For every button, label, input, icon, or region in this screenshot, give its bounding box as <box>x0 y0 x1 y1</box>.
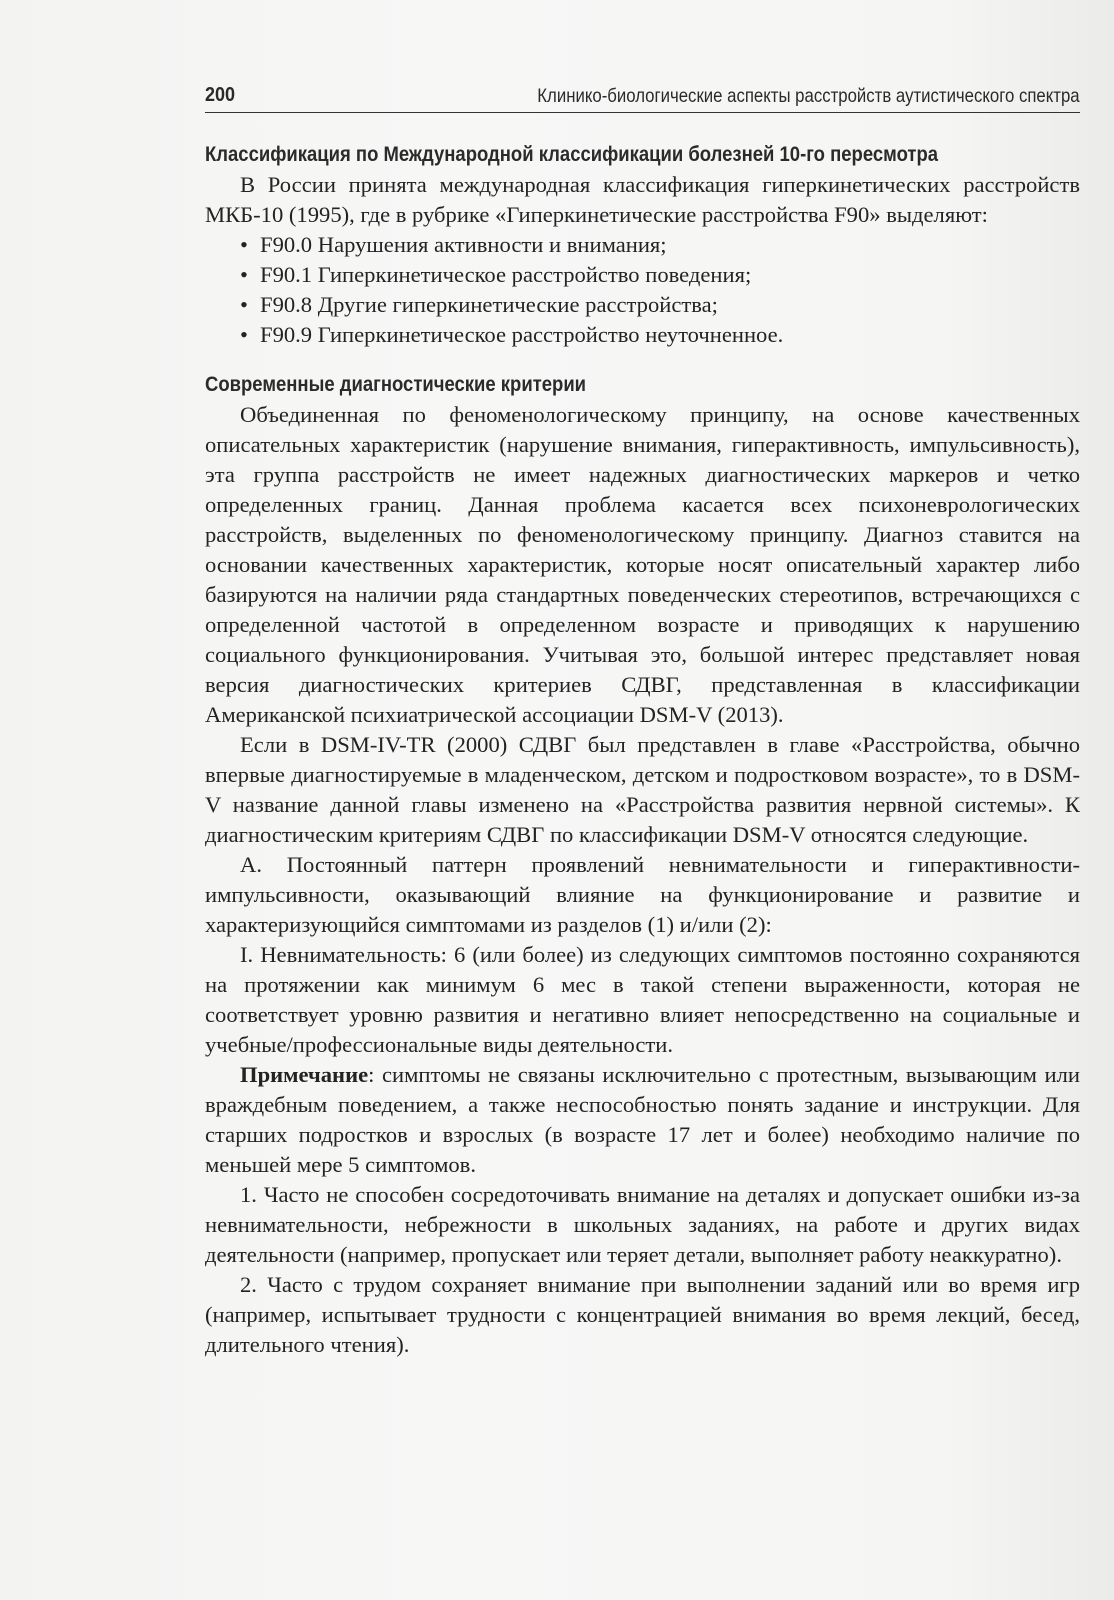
running-title: Клинико-биологические аспекты расстройств аутистического спектра <box>537 85 1080 107</box>
list-item: • F90.1 Гиперкинетическое расстройство поведения; <box>240 260 1080 290</box>
section-heading-diagnostic-criteria: Современные диагностические критерии <box>205 373 587 396</box>
list-item: • F90.9 Гиперкинетическое расстройство неуточненное. <box>240 320 1080 350</box>
paragraph: 2. Часто с трудом сохраняет внимание при выполнении заданий или во время игр (например, испытывает трудности с концентрацией внимания во время лекций, бесед, длительного чтения). <box>205 1272 1080 1357</box>
paragraph: Если в DSM-IV-TR (2000) СДВГ был представлен в главе «Расстройства, обычно впервые диагностируемые в младенческом, детском и подростковом возрасте», то в DSM-V название данной главы изменено на «Расстройства развития нервной системы». К диагностическим критериям СДВГ по классификации DSM-V относятся следующие. <box>205 732 1080 847</box>
note-label: Примечание <box>240 1062 369 1087</box>
paragraph-icd10-intro: В России принята международная классификация гиперкинетических расстройств МКБ-10 (1995), где в рубрике «Гиперкинетические расстройства F90» выделяют: <box>205 172 1080 227</box>
paragraph: I. Невнимательность: 6 (или более) из следующих симптомов постоянно сохраняются на протяжении как минимум 6 мес в такой степени выраженности, которая не соответствует уровню развития и негативно влияет непосредственно на социальные и учебные/профессиональные виды деятельности. <box>205 942 1080 1057</box>
note-text: : симптомы не связаны исключительно с протестным, вызывающим или враждебным поведением, а также неспособностью понять задание и инструкции. Для старших подростков и взрослых (в возрасте 17 лет и более) необходимо наличие по меньшей мере 5 симптомов. <box>205 1062 1080 1177</box>
page-body <box>205 140 1080 1360</box>
note-paragraph <box>205 1060 1080 1180</box>
paragraph: 1. Часто не способен сосредоточивать внимание на деталях и допускает ошибки из-за невнимательности, небрежности в школьных заданиях, на работе и других видах деятельности (например, пропускает или теряет детали, выполняет работу неаккуратно). <box>205 1182 1080 1267</box>
icd10-code-list <box>205 230 1080 350</box>
paragraph: А. Постоянный паттерн проявлений невнимательности и гиперактивности-импульсивности, оказывающий влияние на функционирование и развитие и характеризующийся симптомами из разделов (1) и/или (2): <box>205 852 1080 937</box>
page-number: 200 <box>205 84 236 106</box>
paragraph: Объединенная по феноменологическому принципу, на основе качественных описательных характеристик (нарушение внимания, гиперактивность, импульсивность), эта группа расстройств не имеет надежных диагностических маркеров и четко определенных границ. Данная проблема касается всех психоневрологических расстройств, выделенных по феноменологическому принципу. Диагноз ставится на основании качественных характеристик, которые носят описательный характер либо базируются на наличии ряда стандартных поведенческих стереотипов, встречающихся с определенной частотой в определенном возрасте и приводящих к нарушению социального функционирования. Учитывая это, большой интерес представляет новая версия диагностических критериев СДВГ, представленная в классификации Американской психиатрической ассоциации DSM-V (2013). <box>205 402 1080 727</box>
list-item: • F90.0 Нарушения активности и внимания; <box>240 230 1080 260</box>
running-header <box>205 82 1080 113</box>
section-heading-icd10: Классификация по Международной классификации болезней 10-го пересмотра <box>205 143 939 166</box>
list-item: • F90.8 Другие гиперкинетические расстройства; <box>240 290 1080 320</box>
